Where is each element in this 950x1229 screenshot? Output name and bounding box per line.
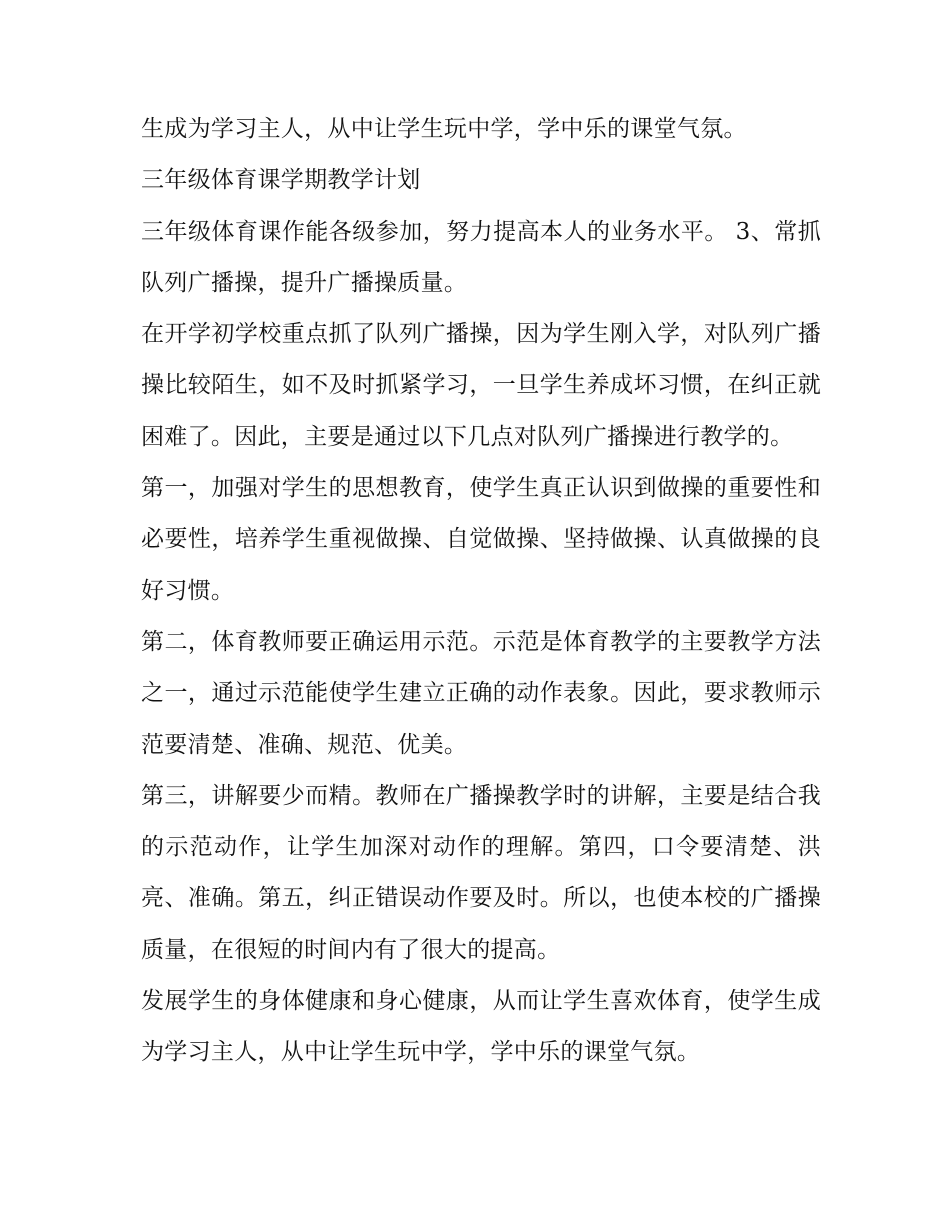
document-body xyxy=(141,104,821,1079)
paragraph: 第一，加强对学生的思想教育，使学生真正认识到做操的重要性和必要性，培养学生重视做操、自觉做操、坚持做操、认真做操的良好习惯。 xyxy=(141,475,821,604)
paragraph: 第三，讲解要少而精。教师在广播操教学时的讲解，主要是结合我的示范动作，让学生加深对动作的理解。第四，口令要清楚、洪亮、准确。第五，纠正错误动作要及时。所以，也使本校的广播操质量，在很短的时间内有了很大的提高。 xyxy=(141,782,821,963)
paragraph: 发展学生的身体健康和身心健康，从而让学生喜欢体育，使学生成为学习主人，从中让学生玩中学，学中乐的课堂气氛。 xyxy=(141,988,821,1066)
paragraph: 第二，体育教师要正确运用示范。示范是体育教学的主要教学方法之一，通过示范能使学生建立正确的动作表象。因此，要求教师示范要清楚、准确、规范、优美。 xyxy=(141,628,821,758)
paragraph: 三年级体育课作能各级参加，努力提高本人的业务水平。 3、常抓队列广播操，提升广播操质量。 xyxy=(141,218,821,296)
paragraph: 在开学初学校重点抓了队列广播操，因为学生刚入学，对队列广播操比较陌生，如不及时抓紧学习，一旦学生养成坏习惯，在纠正就困难了。因此，主要是通过以下几点对队列广播操进行教学的。 xyxy=(141,321,821,450)
paragraph: 生成为学习主人，从中让学生玩中学，学中乐的课堂气氛。 xyxy=(141,116,747,142)
section-title: 三年级体育课学期教学计划 xyxy=(141,167,421,194)
